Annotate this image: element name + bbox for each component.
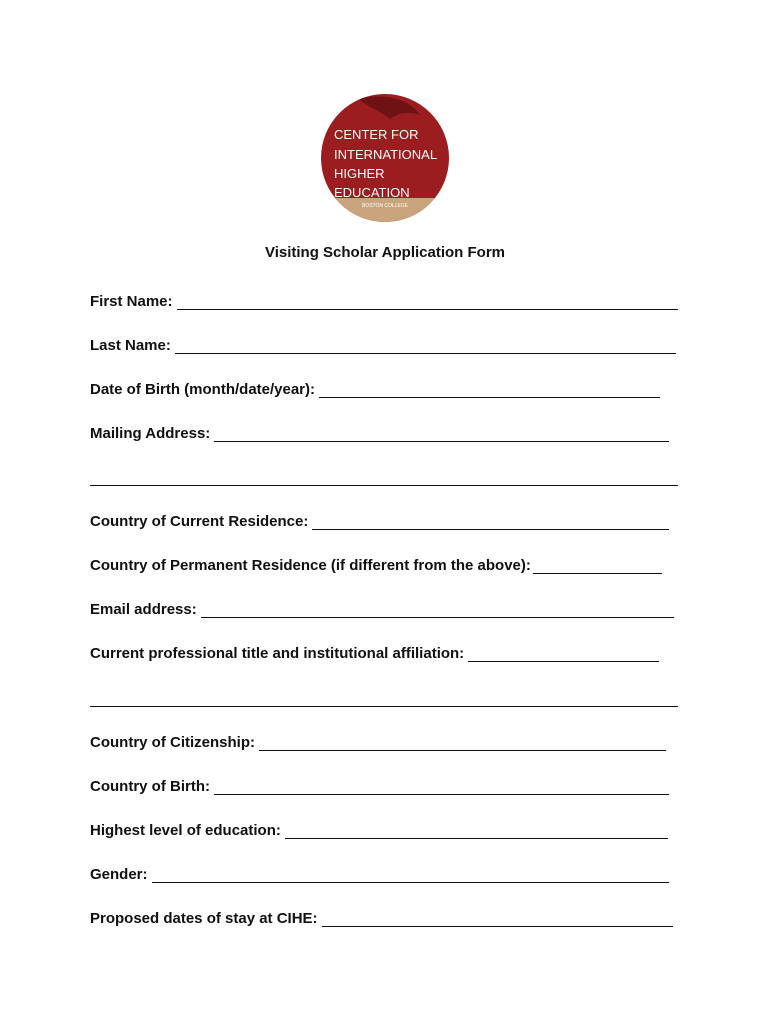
professional-title-line-2-blank[interactable] bbox=[90, 692, 678, 707]
country-of-birth-field bbox=[90, 775, 669, 795]
gender-blank[interactable] bbox=[152, 868, 669, 883]
date-of-birth-label: Date of Birth (month/date/year): bbox=[90, 381, 316, 398]
proposed-dates-field bbox=[90, 907, 673, 927]
highest-education-label: Highest level of education: bbox=[90, 822, 281, 839]
country-of-citizenship-field bbox=[90, 731, 666, 751]
first-name-field bbox=[90, 290, 678, 310]
date-of-birth-blank[interactable] bbox=[319, 383, 660, 398]
country-current-residence-field bbox=[90, 510, 669, 530]
mailing-address-blank[interactable] bbox=[214, 427, 669, 442]
gender-field bbox=[90, 863, 669, 883]
professional-title-label: Current professional title and institutional affiliation: bbox=[90, 645, 465, 662]
logo-band bbox=[320, 198, 450, 223]
country-of-citizenship-blank[interactable] bbox=[259, 736, 666, 751]
country-permanent-residence-label: Country of Permanent Residence (if different from the above): bbox=[90, 557, 531, 574]
mailing-address-line-2-field bbox=[90, 466, 678, 486]
proposed-dates-blank[interactable] bbox=[322, 912, 673, 927]
country-permanent-residence-field bbox=[90, 554, 662, 574]
cihe-logo bbox=[320, 93, 450, 223]
logo-line-1: CENTER FOR bbox=[334, 127, 419, 142]
form-title: Visiting Scholar Application Form bbox=[264, 244, 506, 261]
mailing-address-line-2-blank[interactable] bbox=[90, 471, 678, 486]
country-of-birth-blank[interactable] bbox=[214, 780, 669, 795]
mailing-address-label: Mailing Address: bbox=[90, 425, 211, 442]
country-current-residence-blank[interactable] bbox=[312, 515, 669, 530]
highest-education-blank[interactable] bbox=[285, 824, 668, 839]
country-of-birth-label: Country of Birth: bbox=[90, 778, 210, 795]
professional-title-blank[interactable] bbox=[468, 647, 659, 662]
first-name-blank[interactable] bbox=[177, 295, 678, 310]
last-name-label: Last Name: bbox=[90, 337, 171, 354]
professional-title-line-2-field bbox=[90, 687, 678, 707]
email-address-field bbox=[90, 598, 674, 618]
cihe-logo-graphic bbox=[320, 93, 450, 223]
logo-line-4: EDUCATION bbox=[334, 185, 410, 200]
country-of-citizenship-label: Country of Citizenship: bbox=[90, 734, 255, 751]
highest-education-field bbox=[90, 819, 668, 839]
gender-label: Gender: bbox=[90, 866, 148, 883]
country-permanent-residence-blank[interactable] bbox=[533, 559, 662, 574]
last-name-field bbox=[90, 334, 676, 354]
logo-subline: BOSTON COLLEGE bbox=[361, 203, 409, 209]
last-name-blank[interactable] bbox=[175, 339, 676, 354]
proposed-dates-label: Proposed dates of stay at CIHE: bbox=[90, 910, 318, 927]
logo-line-2: INTERNATIONAL bbox=[334, 147, 438, 162]
mailing-address-field bbox=[90, 422, 669, 442]
professional-title-field bbox=[90, 642, 659, 662]
first-name-label: First Name: bbox=[90, 293, 173, 310]
date-of-birth-field bbox=[90, 378, 660, 398]
logo-line-3: HIGHER bbox=[334, 166, 385, 181]
email-address-label: Email address: bbox=[90, 601, 197, 618]
country-current-residence-label: Country of Current Residence: bbox=[90, 513, 309, 530]
email-address-blank[interactable] bbox=[201, 603, 674, 618]
